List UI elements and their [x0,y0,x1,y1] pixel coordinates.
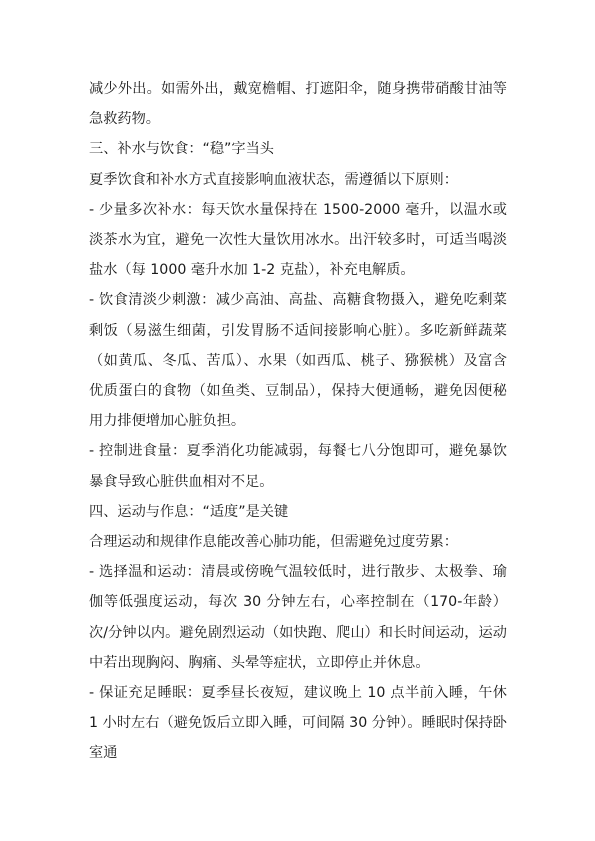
paragraph-gentle-exercise: - 选择温和运动：清晨或傍晚气温较低时，进行散步、太极拳、瑜伽等低强度运动，每次 30 分钟左右，心率控制在（170-年龄）次/分钟以内。避免剧烈运动（如快跑、爬山）和长时间运动，运动中若出现胸闷、胸痛、头晕等症状，立即停止并休息。 [89,564,507,671]
paragraph-hydration: - 少量多次补水：每天饮水量保持在 1500-2000 毫升，以温水或淡茶水为宜，避免一次性大量饮用冰水。出汗较多时，可适当喝淡盐水（每 1000 毫升水加 1-2 克盐），补充电解质。 [89,201,507,279]
paragraph-outdoor-advice: 减少外出。如需外出，戴宽檐帽、打遮阳伞，随身携带硝酸甘油等急救药物。 [89,81,507,128]
section-heading-exercise-rest: 四、运动与作息：“适度”是关键 [89,503,289,520]
paragraph-portion-control: - 控制进食量：夏季消化功能减弱，每餐七八分饱即可，避免暴饮暴食导致心脏供血相对不足。 [89,443,507,490]
paragraph-diet-intro: 夏季饮食和补水方式直接影响血液状态，需遵循以下原则： [89,171,458,188]
section-heading-hydration-diet: 三、补水与饮食：“稳”字当头 [89,141,274,158]
document-body [89,74,507,769]
paragraph-exercise-intro: 合理运动和规律作息能改善心肺功能，但需避免过度劳累： [89,534,458,551]
paragraph-sleep: - 保证充足睡眠：夏季昼长夜短，建议晚上 10 点半前入睡，午休 1 小时左右（避免饭后立即入睡，可间隔 30 分钟）。睡眠时保持卧室通 [89,685,507,762]
paragraph-light-diet: - 饮食清淡少刺激：减少高油、高盐、高糖食物摄入，避免吃剩菜剩饭（易滋生细菌，引发胃肠不适间接影响心脏）。多吃新鲜蔬菜（如黄瓜、冬瓜、苦瓜）、水果（如西瓜、桃子、猕猴桃）及富含优质蛋白的食物（如鱼类、豆制品），保持大便通畅，避免因便秘用力排便增加心脏负担。 [89,292,507,430]
